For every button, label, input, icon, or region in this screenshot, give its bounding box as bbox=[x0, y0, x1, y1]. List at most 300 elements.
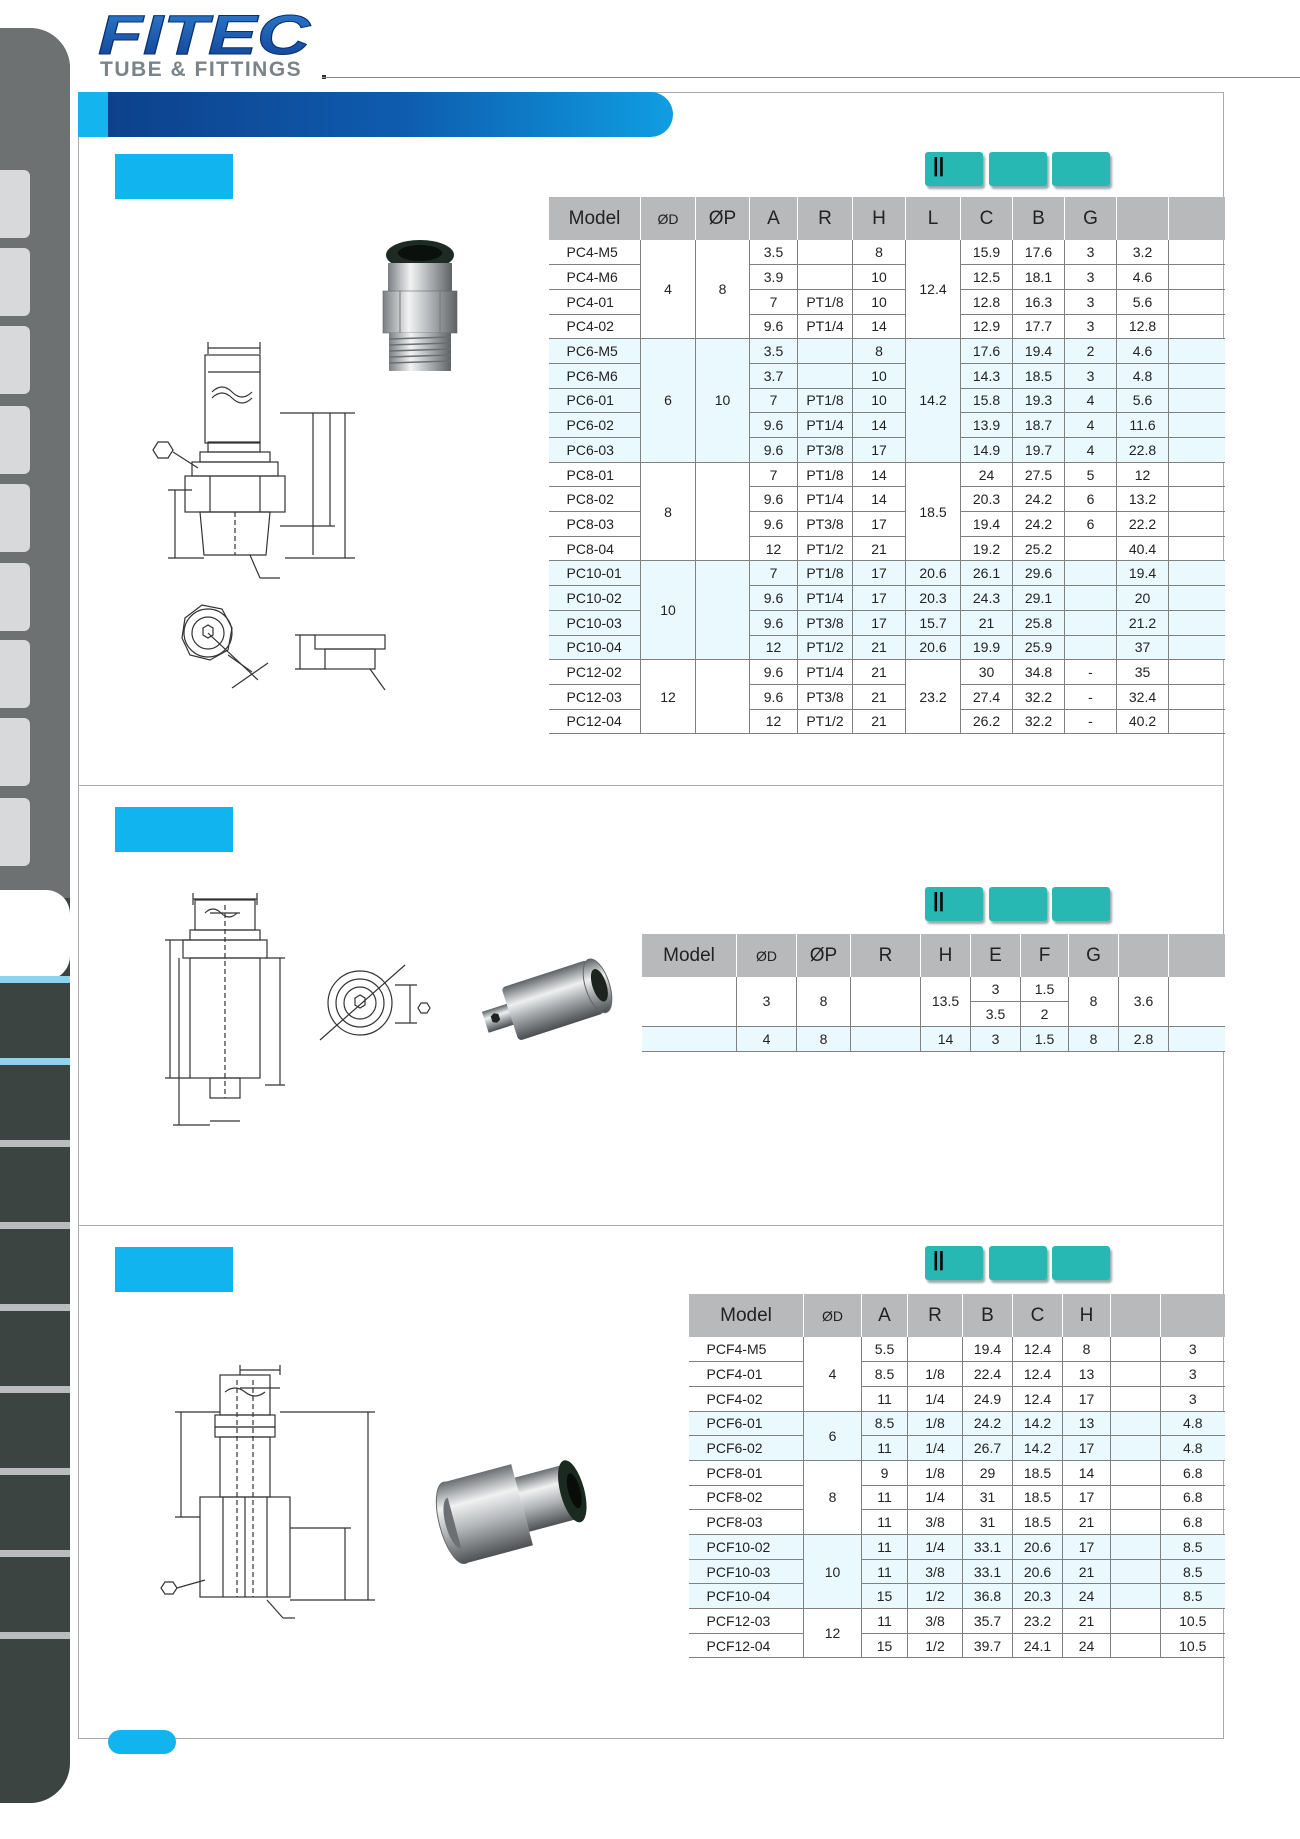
table-cell: 14.2 bbox=[906, 339, 961, 462]
table-cell: 15 bbox=[862, 1633, 908, 1658]
rail-divider bbox=[0, 1386, 70, 1393]
col-header: ØP bbox=[696, 197, 750, 240]
table-cell: 3.9 bbox=[750, 265, 798, 290]
table-cell: 11 bbox=[862, 1510, 908, 1535]
table-cell: PT1/2 bbox=[798, 709, 853, 734]
side-tab[interactable] bbox=[0, 406, 30, 474]
table-cell bbox=[1169, 660, 1225, 685]
table-cell bbox=[1111, 1633, 1161, 1658]
table-cell: 9.6 bbox=[750, 438, 798, 463]
table-cell bbox=[798, 339, 853, 364]
table-cell bbox=[1111, 1411, 1161, 1436]
table-cell: 10.5 bbox=[1161, 1609, 1225, 1634]
table-cell bbox=[798, 240, 853, 265]
table-cell: 13.5 bbox=[921, 977, 971, 1026]
table-cell: 24.2 bbox=[1013, 487, 1065, 512]
table-cell: 6.8 bbox=[1161, 1485, 1225, 1510]
table-cell: 22.4 bbox=[963, 1362, 1013, 1387]
table-cell: 5.6 bbox=[1117, 289, 1169, 314]
col-header: Model bbox=[689, 1294, 804, 1337]
table-cell: 40.2 bbox=[1117, 709, 1169, 734]
model-cell bbox=[642, 977, 737, 1026]
side-tab[interactable] bbox=[0, 170, 30, 238]
table-cell: 23.2 bbox=[906, 660, 961, 734]
table-row bbox=[689, 1584, 1225, 1609]
table-row bbox=[689, 1609, 1225, 1634]
table-cell bbox=[1111, 1386, 1161, 1411]
model-cell: PCF6-01 bbox=[689, 1411, 804, 1436]
table-cell bbox=[1111, 1337, 1161, 1362]
model-cell: PCF6-02 bbox=[689, 1436, 804, 1461]
table-cell: 1/4 bbox=[908, 1485, 963, 1510]
table-cell: 17 bbox=[853, 512, 906, 537]
side-tab-active[interactable] bbox=[0, 890, 70, 980]
col-header: ØD bbox=[804, 1294, 862, 1337]
table-cell: 11.6 bbox=[1117, 413, 1169, 438]
fitting-drawing-mini bbox=[155, 885, 455, 1155]
table-cell: 12.4 bbox=[1013, 1386, 1063, 1411]
table-cell: 1/8 bbox=[908, 1460, 963, 1485]
table-cell: 8.5 bbox=[1161, 1584, 1225, 1609]
table-cell: 6 bbox=[1065, 512, 1117, 537]
table-cell: 3 bbox=[971, 1026, 1021, 1051]
table-cell: 7 bbox=[750, 289, 798, 314]
table-cell: 14.3 bbox=[961, 363, 1013, 388]
table-cell: 29 bbox=[963, 1460, 1013, 1485]
col-header: A bbox=[750, 197, 798, 240]
rail-divider bbox=[0, 976, 70, 983]
table-cell: 8 bbox=[853, 339, 906, 364]
model-cell: PC6-M6 bbox=[549, 363, 641, 388]
model-cell bbox=[642, 1026, 737, 1051]
model-cell: PC6-02 bbox=[549, 413, 641, 438]
table-cell: 26.1 bbox=[961, 561, 1013, 586]
table-row bbox=[549, 561, 1225, 586]
col-header: B bbox=[1013, 197, 1065, 240]
table-cell: 3.2 bbox=[1117, 240, 1169, 265]
table-cell: 11 bbox=[862, 1559, 908, 1584]
table-cell: 3/8 bbox=[908, 1559, 963, 1584]
table-cell: 23.2 bbox=[1013, 1609, 1063, 1634]
table-cell: 20.6 bbox=[1013, 1535, 1063, 1560]
table-cell bbox=[1169, 265, 1225, 290]
model-cell: PCF4-01 bbox=[689, 1362, 804, 1387]
table-cell bbox=[1065, 536, 1117, 561]
table-cell: 4 bbox=[737, 1026, 797, 1051]
table-cell: 14 bbox=[921, 1026, 971, 1051]
table-cell: 5.5 bbox=[862, 1337, 908, 1362]
table-cell: 3.7 bbox=[750, 363, 798, 388]
table-cell: 1/4 bbox=[908, 1436, 963, 1461]
table-cell: 8.5 bbox=[862, 1411, 908, 1436]
badge-mark: || bbox=[933, 1249, 945, 1271]
section-label-3 bbox=[115, 1247, 233, 1292]
badge-mark: || bbox=[933, 155, 945, 177]
rail-divider bbox=[0, 1550, 70, 1557]
table-cell: 31 bbox=[963, 1485, 1013, 1510]
col-header: A bbox=[862, 1294, 908, 1337]
table-cell: PT1/8 bbox=[798, 388, 853, 413]
header-rule bbox=[322, 77, 1300, 78]
model-cell: PC4-M6 bbox=[549, 265, 641, 290]
table-row bbox=[689, 1460, 1225, 1485]
side-tab[interactable] bbox=[0, 563, 30, 631]
table-cell bbox=[798, 265, 853, 290]
table-cell bbox=[1111, 1460, 1161, 1485]
table-cell: 12.8 bbox=[961, 289, 1013, 314]
table-cell: 8.5 bbox=[1161, 1559, 1225, 1584]
table-cell: 24.9 bbox=[963, 1386, 1013, 1411]
table-cell: 15.7 bbox=[906, 610, 961, 635]
table-cell: 12.8 bbox=[1117, 314, 1169, 339]
table-cell: 12.9 bbox=[961, 314, 1013, 339]
table-cell bbox=[798, 363, 853, 388]
model-cell: PC12-04 bbox=[549, 709, 641, 734]
table-cell: 1/4 bbox=[908, 1535, 963, 1560]
table-cell: 12.4 bbox=[1013, 1337, 1063, 1362]
col-header bbox=[1119, 934, 1169, 977]
table-row bbox=[642, 977, 1225, 1002]
table-cell: 11 bbox=[862, 1386, 908, 1411]
title-bar-accent bbox=[78, 92, 108, 137]
table-cell: 17 bbox=[853, 610, 906, 635]
table-cell: 1.5 bbox=[1021, 1026, 1069, 1051]
table-cell: 14 bbox=[853, 413, 906, 438]
table-cell: 12 bbox=[641, 660, 696, 734]
table-cell: 26.2 bbox=[961, 709, 1013, 734]
table-cell: 13.9 bbox=[961, 413, 1013, 438]
table-cell: 27.5 bbox=[1013, 462, 1065, 487]
table-cell: 35 bbox=[1117, 660, 1169, 685]
model-cell: PC4-M5 bbox=[549, 240, 641, 265]
col-header: C bbox=[961, 197, 1013, 240]
table-cell: 17 bbox=[853, 586, 906, 611]
table-cell: PT1/8 bbox=[798, 289, 853, 314]
table-cell: 25.8 bbox=[1013, 610, 1065, 635]
rail-divider bbox=[0, 1222, 70, 1229]
table-cell bbox=[1169, 413, 1225, 438]
table-cell: 8 bbox=[804, 1460, 862, 1534]
table-cell: 13.2 bbox=[1117, 487, 1169, 512]
table-cell bbox=[696, 462, 750, 561]
table-cell: 17 bbox=[1063, 1535, 1111, 1560]
badge-chip bbox=[989, 1246, 1047, 1280]
side-tab[interactable] bbox=[0, 640, 30, 708]
table-row bbox=[689, 1485, 1225, 1510]
model-cell: PC10-03 bbox=[549, 610, 641, 635]
table-cell bbox=[1111, 1535, 1161, 1560]
table-cell bbox=[1111, 1510, 1161, 1535]
table-cell bbox=[851, 1026, 921, 1051]
table-cell: 11 bbox=[862, 1485, 908, 1510]
table-cell: 12.4 bbox=[1013, 1362, 1063, 1387]
table-cell: 20.3 bbox=[1013, 1584, 1063, 1609]
table-cell: 17 bbox=[1063, 1485, 1111, 1510]
table-cell bbox=[1169, 314, 1225, 339]
table-cell: 4.8 bbox=[1117, 363, 1169, 388]
table-cell: 13 bbox=[1063, 1411, 1111, 1436]
table-cell: 33.1 bbox=[963, 1559, 1013, 1584]
badge-chip bbox=[925, 1246, 983, 1280]
table-cell: PT3/8 bbox=[798, 438, 853, 463]
model-cell: PC6-M5 bbox=[549, 339, 641, 364]
table-cell: 8 bbox=[797, 977, 851, 1026]
table-cell: 12 bbox=[750, 709, 798, 734]
table-cell: 18.5 bbox=[1013, 1485, 1063, 1510]
table-cell: 29.1 bbox=[1013, 586, 1065, 611]
table-cell: 1/8 bbox=[908, 1362, 963, 1387]
table-cell bbox=[1169, 1026, 1225, 1051]
spec-table-mini bbox=[641, 934, 1225, 1052]
table-cell: 24.2 bbox=[1013, 512, 1065, 537]
table-cell: 24 bbox=[961, 462, 1013, 487]
col-header: R bbox=[851, 934, 921, 977]
table-cell: 19.4 bbox=[1013, 339, 1065, 364]
badge-chip bbox=[1052, 1246, 1110, 1280]
table-cell: 3/8 bbox=[908, 1609, 963, 1634]
table-row bbox=[689, 1510, 1225, 1535]
table-cell: 5 bbox=[1065, 462, 1117, 487]
col-header: ØD bbox=[737, 934, 797, 977]
table-cell: 14 bbox=[1063, 1460, 1111, 1485]
table-cell: 3 bbox=[1065, 289, 1117, 314]
side-tab[interactable] bbox=[0, 718, 30, 786]
table-cell: 7 bbox=[750, 462, 798, 487]
table-cell: 20.6 bbox=[906, 635, 961, 660]
title-bar bbox=[78, 92, 673, 137]
table-cell: 17 bbox=[1063, 1436, 1111, 1461]
table-cell: 25.9 bbox=[1013, 635, 1065, 660]
col-header: B bbox=[963, 1294, 1013, 1337]
table-cell bbox=[1169, 561, 1225, 586]
table-cell: 14 bbox=[853, 487, 906, 512]
col-header bbox=[1169, 197, 1225, 240]
model-cell: PCF8-03 bbox=[689, 1510, 804, 1535]
table-cell: PT3/8 bbox=[798, 684, 853, 709]
table-cell: 12 bbox=[750, 536, 798, 561]
rail-divider bbox=[0, 1632, 70, 1639]
table-cell: 3 bbox=[1161, 1362, 1225, 1387]
table-cell: 9.6 bbox=[750, 512, 798, 537]
table-cell: 8 bbox=[696, 240, 750, 339]
table-cell: 31 bbox=[963, 1510, 1013, 1535]
table-cell: 18.5 bbox=[906, 462, 961, 561]
table-cell: 17.7 bbox=[1013, 314, 1065, 339]
col-header: Model bbox=[549, 197, 641, 240]
table-cell: 34.8 bbox=[1013, 660, 1065, 685]
table-cell: PT1/4 bbox=[798, 487, 853, 512]
table-cell: 20.6 bbox=[1013, 1559, 1063, 1584]
table-cell: 35.7 bbox=[963, 1609, 1013, 1634]
table-cell: 20.6 bbox=[906, 561, 961, 586]
col-header: F bbox=[1021, 934, 1069, 977]
table-cell: 4.8 bbox=[1161, 1411, 1225, 1436]
side-tab[interactable] bbox=[0, 798, 30, 866]
table-cell: 19.2 bbox=[961, 536, 1013, 561]
model-cell: PC8-02 bbox=[549, 487, 641, 512]
table-cell: 8 bbox=[641, 462, 696, 561]
table-cell: 25.2 bbox=[1013, 536, 1065, 561]
table-cell: 5.6 bbox=[1117, 388, 1169, 413]
table-cell: 1/8 bbox=[908, 1411, 963, 1436]
table-cell: 3 bbox=[737, 977, 797, 1026]
model-cell: PC10-02 bbox=[549, 586, 641, 611]
col-header: L bbox=[906, 197, 961, 240]
table-cell: - bbox=[1065, 709, 1117, 734]
table-cell bbox=[1169, 610, 1225, 635]
table-row bbox=[689, 1337, 1225, 1362]
badge-chip bbox=[989, 887, 1047, 921]
table-cell: 39.7 bbox=[963, 1633, 1013, 1658]
table-cell: 20.3 bbox=[961, 487, 1013, 512]
table-cell: 3/8 bbox=[908, 1510, 963, 1535]
table-cell: 21 bbox=[853, 684, 906, 709]
table-cell: 21 bbox=[853, 709, 906, 734]
table-cell: PT1/8 bbox=[798, 561, 853, 586]
model-cell: PCF10-02 bbox=[689, 1535, 804, 1560]
table-cell bbox=[1111, 1609, 1161, 1634]
col-header bbox=[1169, 934, 1225, 977]
table-row bbox=[689, 1535, 1225, 1560]
table-cell: 37 bbox=[1117, 635, 1169, 660]
table-cell: 13 bbox=[1063, 1362, 1111, 1387]
table-cell: 10 bbox=[696, 339, 750, 462]
model-cell: PC12-02 bbox=[549, 660, 641, 685]
table-cell: 9.6 bbox=[750, 314, 798, 339]
table-cell: 17 bbox=[1063, 1386, 1111, 1411]
table-cell: 19.9 bbox=[961, 635, 1013, 660]
table-cell: PT1/4 bbox=[798, 660, 853, 685]
page-number-pill bbox=[108, 1730, 176, 1754]
table-cell: 3.5 bbox=[971, 1002, 1021, 1027]
table-cell: 3 bbox=[1065, 363, 1117, 388]
model-cell: PC8-03 bbox=[549, 512, 641, 537]
table-row bbox=[689, 1633, 1225, 1658]
table-cell: 36.8 bbox=[963, 1584, 1013, 1609]
table-cell: 32.2 bbox=[1013, 709, 1065, 734]
table-cell: 3 bbox=[971, 977, 1021, 1002]
model-cell: PCF10-03 bbox=[689, 1559, 804, 1584]
table-cell: PT3/8 bbox=[798, 512, 853, 537]
table-cell: 21 bbox=[961, 610, 1013, 635]
table-cell: 24 bbox=[1063, 1584, 1111, 1609]
table-cell: 9.6 bbox=[750, 586, 798, 611]
table-cell: 15.8 bbox=[961, 388, 1013, 413]
table-row bbox=[549, 339, 1225, 364]
table-cell: 14 bbox=[853, 314, 906, 339]
table-cell: PT1/4 bbox=[798, 413, 853, 438]
table-cell: 29.6 bbox=[1013, 561, 1065, 586]
table-cell: 6 bbox=[1065, 487, 1117, 512]
table-cell: 24.3 bbox=[961, 586, 1013, 611]
model-cell: PCF12-03 bbox=[689, 1609, 804, 1634]
table-cell: 26.7 bbox=[963, 1436, 1013, 1461]
table-cell bbox=[1169, 388, 1225, 413]
table-cell: 4.6 bbox=[1117, 339, 1169, 364]
table-cell: 21.2 bbox=[1117, 610, 1169, 635]
model-cell: PCF10-04 bbox=[689, 1584, 804, 1609]
table-cell bbox=[1111, 1362, 1161, 1387]
table-cell: 18.5 bbox=[1013, 1510, 1063, 1535]
col-header: H bbox=[853, 197, 906, 240]
product-photo-mini bbox=[470, 935, 630, 1055]
table-cell bbox=[1169, 363, 1225, 388]
badge-chip bbox=[1052, 152, 1110, 186]
model-cell: PC12-03 bbox=[549, 684, 641, 709]
model-cell: PC4-01 bbox=[549, 289, 641, 314]
table-cell bbox=[1111, 1584, 1161, 1609]
model-cell: PC6-01 bbox=[549, 388, 641, 413]
table-cell: 10 bbox=[853, 265, 906, 290]
table-cell: 21 bbox=[853, 536, 906, 561]
col-header bbox=[1161, 1294, 1225, 1337]
table-cell: 17 bbox=[853, 438, 906, 463]
table-cell bbox=[1169, 977, 1225, 1026]
table-cell bbox=[1169, 684, 1225, 709]
brand-logo bbox=[96, 10, 316, 62]
badge-chip bbox=[925, 887, 983, 921]
table-cell: 9 bbox=[862, 1460, 908, 1485]
table-cell: 12.5 bbox=[961, 265, 1013, 290]
table-cell: 19.4 bbox=[961, 512, 1013, 537]
table-cell: 8 bbox=[1063, 1337, 1111, 1362]
table-cell: 9.6 bbox=[750, 610, 798, 635]
table-cell: 15.9 bbox=[961, 240, 1013, 265]
table-row bbox=[689, 1436, 1225, 1461]
table-cell: PT1/2 bbox=[798, 635, 853, 660]
rail-divider bbox=[0, 1058, 70, 1065]
table-cell: PT1/8 bbox=[798, 462, 853, 487]
table-row bbox=[689, 1559, 1225, 1584]
table-cell: 19.4 bbox=[1117, 561, 1169, 586]
table-cell: 40.4 bbox=[1117, 536, 1169, 561]
table-cell: 21 bbox=[1063, 1609, 1111, 1634]
table-cell bbox=[1169, 536, 1225, 561]
table-cell: 15 bbox=[862, 1584, 908, 1609]
model-cell: PC10-04 bbox=[549, 635, 641, 660]
col-header bbox=[1117, 197, 1169, 240]
table-cell: 4 bbox=[641, 240, 696, 339]
table-cell: 19.3 bbox=[1013, 388, 1065, 413]
table-cell bbox=[696, 561, 750, 660]
table-cell: 8.5 bbox=[1161, 1535, 1225, 1560]
table-cell: 18.7 bbox=[1013, 413, 1065, 438]
table-cell: 9.6 bbox=[750, 660, 798, 685]
col-header: R bbox=[798, 197, 853, 240]
model-cell: PC6-03 bbox=[549, 438, 641, 463]
table-cell bbox=[908, 1337, 963, 1362]
table-cell: 24.2 bbox=[963, 1411, 1013, 1436]
table-cell: 8 bbox=[853, 240, 906, 265]
table-cell: 17.6 bbox=[1013, 240, 1065, 265]
side-tab[interactable] bbox=[0, 326, 30, 394]
side-tab[interactable] bbox=[0, 484, 30, 552]
side-tab[interactable] bbox=[0, 248, 30, 316]
table-cell: 6 bbox=[641, 339, 696, 462]
table-cell: 3.5 bbox=[750, 240, 798, 265]
table-row bbox=[689, 1386, 1225, 1411]
table-cell: 12.4 bbox=[906, 240, 961, 339]
table-cell: 14.2 bbox=[1013, 1436, 1063, 1461]
table-cell: 6.8 bbox=[1161, 1510, 1225, 1535]
table-cell: 14.9 bbox=[961, 438, 1013, 463]
table-cell bbox=[1169, 635, 1225, 660]
table-cell: 3.5 bbox=[750, 339, 798, 364]
table-cell: 2 bbox=[1021, 1002, 1069, 1027]
table-cell: 9.6 bbox=[750, 413, 798, 438]
table-cell: 12 bbox=[804, 1609, 862, 1658]
table-cell: 3 bbox=[1161, 1337, 1225, 1362]
